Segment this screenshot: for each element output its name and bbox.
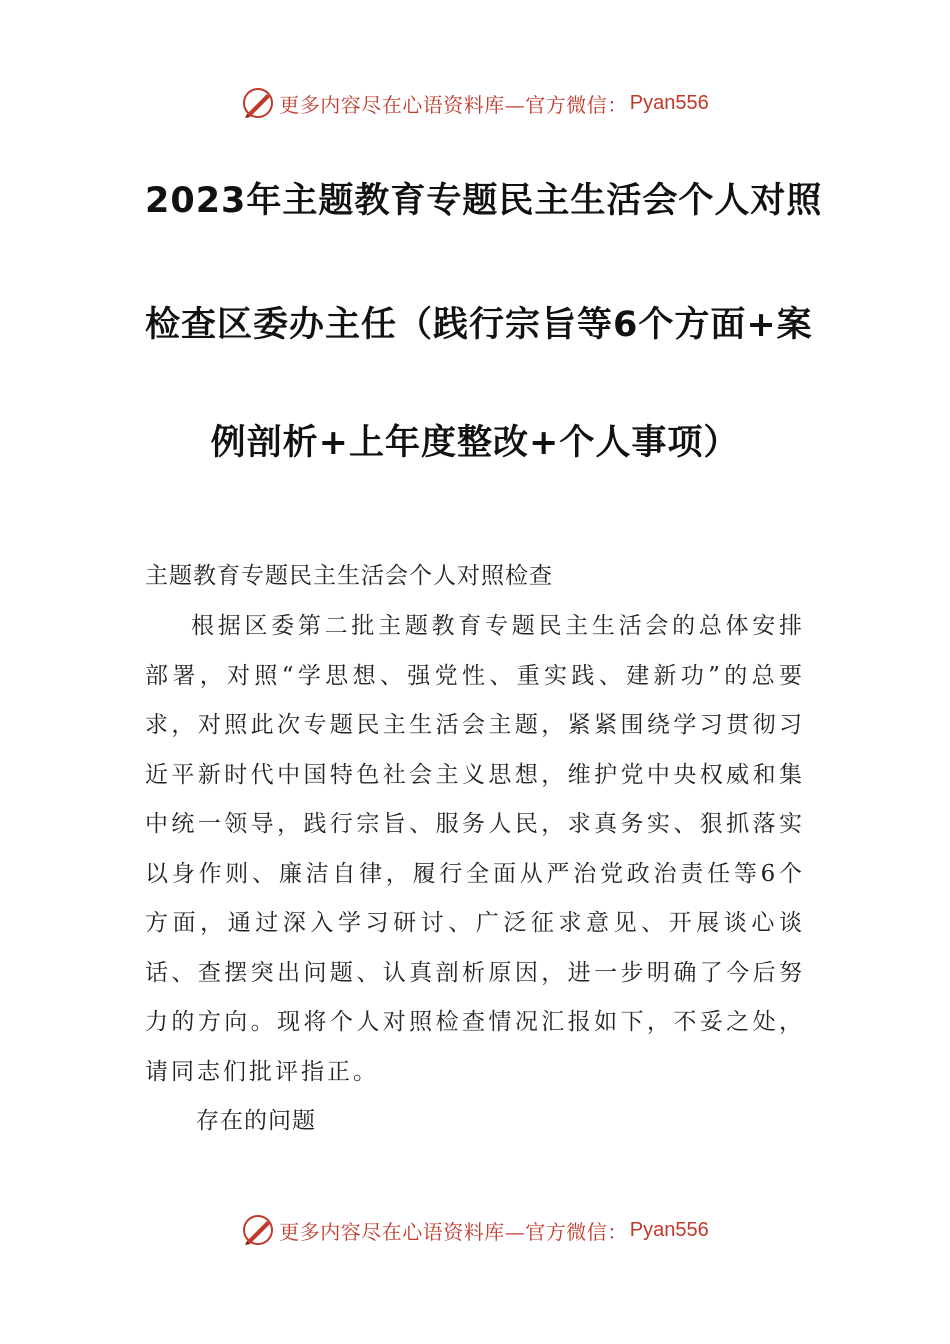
banner-text: 更多内容尽在心语资料库—官方微信： (279, 1219, 628, 1244)
document-title-line-1: 2023年主题教育专题民主生活会个人对照 (145, 181, 823, 221)
document-subtitle: 主题教育专题民主生活会个人对照检查 (145, 563, 553, 589)
intro-paragraph: 根据区委第二批主题教育专题民主生活会的总体安排部署，对照“学思想、强党性、重实践、建新功”的总要求，对照此次专题民主生活会主题，紧紧围绕学习贯彻习近平新时代中国特色社会主义思想，维护党中央权威和集中统一领导，践行宗旨、服务人民，求真务实、狠抓落实以身作则、廉洁自律，履行全面从严治党政治责任等6个方面，通过深入学习研讨、广泛征求意见、开展谈心谈话、查摆突出问题、认真剖析原因，进一步明确了今后努力的方向。现将个人对照检查情况汇报如下，不妥之处，请同志们批评指正。 (145, 613, 805, 1085)
section-heading: 存在的问题 (196, 1108, 316, 1134)
document-title-line-2: 检查区委办主任（践行宗旨等6个方面+案 (145, 305, 813, 345)
banner-wechat-id: Pyan556 (629, 91, 709, 114)
banner-wechat-id: Pyan556 (629, 1218, 709, 1241)
footer-banner (0, 1210, 950, 1250)
pen-logo-icon (241, 86, 275, 120)
document-title-line-3: 例剖析+上年度整改+个人事项） (210, 423, 740, 463)
pen-logo-icon (241, 1213, 275, 1247)
header-banner (0, 83, 950, 123)
banner-text: 更多内容尽在心语资料库—官方微信： (279, 92, 628, 117)
